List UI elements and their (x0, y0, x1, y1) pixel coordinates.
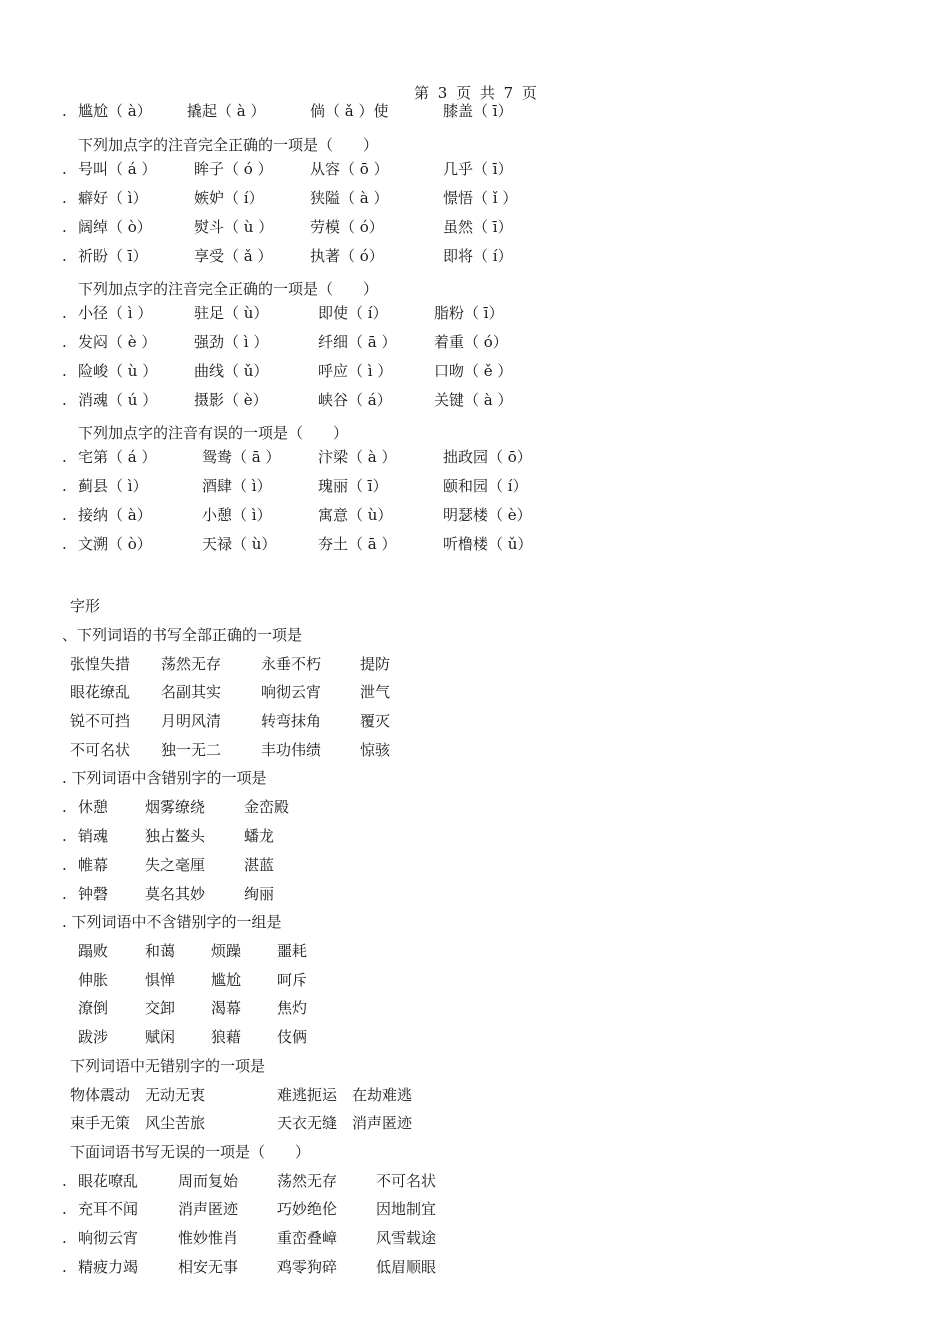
option-cell: 风雪载途 (376, 1229, 437, 1247)
option-cell: 伸胀 (78, 971, 109, 989)
option-cell: 天禄（ ù） (202, 535, 277, 553)
option-cell: 脂粉（ ī） (434, 304, 504, 322)
option-cell: 接纳（ à） (78, 506, 152, 524)
option-cell: 重峦叠嶂 (277, 1229, 338, 1247)
option-cell: 低眉顺眼 (376, 1258, 437, 1276)
option-cell: 癖好（ ì） (78, 189, 148, 207)
option-marker: . (62, 1200, 67, 1218)
option-cell: 惧惮 (145, 971, 176, 989)
option-cell: 狭隘（ à ） (310, 189, 389, 207)
option-cell: 号叫（ á ） (78, 160, 157, 178)
option-cell: 虽然（ ī） (443, 218, 513, 236)
option-cell: 小憩（ ì） (202, 506, 272, 524)
option-cell: 惟妙惟肖 (178, 1229, 239, 1247)
option-cell: 提防 (360, 655, 391, 673)
option-cell: 烦躁 (211, 942, 242, 960)
option-cell: 泄气 (360, 683, 391, 701)
option-cell: 物体震动 (70, 1086, 131, 1104)
option-marker: . (62, 798, 67, 816)
option-cell: 湛蓝 (244, 856, 275, 874)
option-cell: 汴梁（ à ） (318, 448, 397, 466)
option-cell: 焦灼 (277, 999, 308, 1017)
option-cell: 金峦殿 (244, 798, 290, 816)
option-cell: 精疲力竭 (78, 1258, 139, 1276)
option-cell: 销魂 (78, 827, 109, 845)
option-cell: 交卸 (145, 999, 176, 1017)
option-cell: 明瑟楼（ è） (443, 506, 532, 524)
option-cell: 峡谷（ á） (318, 391, 392, 409)
option-cell: 噩耗 (277, 942, 308, 960)
option-cell: 响彻云宵 (78, 1229, 139, 1247)
option-cell: 相安无事 (178, 1258, 239, 1276)
option-cell: 荡然无存 (277, 1172, 338, 1190)
option-cell: 听橹楼（ ǔ） (443, 535, 533, 553)
option-cell: 瑰丽（ ī） (318, 477, 388, 495)
option-cell: 嫉妒（ í） (194, 189, 264, 207)
option-cell: 在劫难逃 (352, 1086, 413, 1104)
option-cell: 鸡零狗碎 (277, 1258, 338, 1276)
option-cell: 执著（ ó） (310, 247, 384, 265)
option-cell: 狼藉 (211, 1028, 242, 1046)
option-cell: 消魂（ ú ） (78, 391, 158, 409)
option-cell: 几乎（ ī） (443, 160, 513, 178)
option-cell: 享受（ ǎ ） (194, 247, 273, 265)
option-cell: 祈盼（ ī） (78, 247, 148, 265)
option-marker: . (62, 247, 67, 265)
option-cell: 惊骇 (360, 741, 391, 759)
option-cell: 尴尬 (211, 971, 242, 989)
option-cell: 伎俩 (277, 1028, 308, 1046)
option-cell: 寓意（ ù） (318, 506, 393, 524)
option-cell: 钟磬 (78, 885, 109, 903)
option-cell: 尴尬（ à） (78, 102, 152, 120)
option-cell: 绚丽 (244, 885, 275, 903)
option-cell: 因地制宜 (376, 1200, 437, 1218)
option-cell: 膝盖（ ī） (443, 102, 513, 120)
option-cell: 束手无策 (70, 1114, 131, 1132)
option-cell: 熨斗（ ù ） (194, 218, 274, 236)
option-cell: 休憩 (78, 798, 109, 816)
option-cell: 蟠龙 (244, 827, 275, 845)
option-marker: . (62, 1172, 67, 1190)
option-marker: . (62, 535, 67, 553)
option-cell: 丰功伟绩 (261, 741, 322, 759)
option-cell: 风尘苦旅 (145, 1114, 206, 1132)
option-marker: . (62, 160, 67, 178)
option-cell: 蓟县（ ì） (78, 477, 148, 495)
option-cell: 失之毫厘 (145, 856, 206, 874)
option-cell: 永垂不朽 (261, 655, 322, 673)
option-cell: 难逃扼运 (277, 1086, 338, 1104)
option-cell: 眸子（ ó ） (194, 160, 273, 178)
option-cell: 无动无衷 (145, 1086, 206, 1104)
option-cell: 锐不可挡 (70, 712, 131, 730)
option-cell: 强劲（ ì ） (194, 333, 269, 351)
option-cell: 阔绰（ ò） (78, 218, 152, 236)
option-cell: 消声匿迹 (178, 1200, 239, 1218)
option-cell: 宅第（ á ） (78, 448, 157, 466)
option-cell: 驻足（ ù） (194, 304, 269, 322)
page-number: 第 3 页 共 7 页 (414, 84, 539, 102)
option-cell: 文溯（ ò） (78, 535, 152, 553)
option-cell: 不可名状 (70, 741, 131, 759)
option-cell: 着重（ ó） (434, 333, 508, 351)
option-cell: 转弯抹角 (261, 712, 322, 730)
option-cell: 鸳鸯（ ā ） (202, 448, 281, 466)
option-cell: 赋闲 (145, 1028, 176, 1046)
option-cell: 即将（ í） (443, 247, 513, 265)
option-cell: 劳模（ ó） (310, 218, 384, 236)
option-cell: 周而复始 (178, 1172, 239, 1190)
option-cell: 曲线（ ǔ） (194, 362, 269, 380)
option-cell: 呵斥 (277, 971, 308, 989)
option-cell: 酒肆（ ì） (202, 477, 272, 495)
option-cell: 莫名其妙 (145, 885, 206, 903)
option-marker: . (62, 506, 67, 524)
option-cell: 即使（ í） (318, 304, 388, 322)
option-cell: 纤细（ ā ） (318, 333, 397, 351)
option-cell: 荡然无存 (161, 655, 222, 673)
option-marker: . (62, 218, 67, 236)
option-marker: . (62, 391, 67, 409)
option-cell: 独占鳌头 (145, 827, 206, 845)
option-cell: 呼应（ ì ） (318, 362, 393, 380)
option-cell: 倘（ ǎ ）使 (310, 102, 389, 120)
option-row (0, 100, 950, 122)
option-cell: 帷幕 (78, 856, 109, 874)
option-marker: . (62, 102, 67, 120)
option-cell: 消声匿迹 (352, 1114, 413, 1132)
option-cell: 憬悟（ ǐ ） (443, 189, 518, 207)
option-marker: . (62, 827, 67, 845)
option-cell: 响彻云宵 (261, 683, 322, 701)
option-cell: 覆灭 (360, 712, 391, 730)
option-cell: 发闷（ è ） (78, 333, 157, 351)
option-marker: . (62, 304, 67, 322)
option-cell: 跋涉 (78, 1028, 109, 1046)
option-cell: 眼花嘹乱 (78, 1172, 139, 1190)
option-cell: 摄影（ è） (194, 391, 268, 409)
option-cell: 蹋败 (78, 942, 109, 960)
option-cell: 和蔼 (145, 942, 176, 960)
option-cell: 天衣无缝 (277, 1114, 338, 1132)
option-cell: 名副其实 (161, 683, 222, 701)
option-marker: . (62, 362, 67, 380)
option-cell: 关键（ à ） (434, 391, 513, 409)
option-marker: . (62, 477, 67, 495)
option-cell: 险峻（ ù ） (78, 362, 158, 380)
option-cell: 潦倒 (78, 999, 109, 1017)
option-cell: 小径（ ì ） (78, 304, 153, 322)
option-cell: 渴幕 (211, 999, 242, 1017)
option-cell: 烟雾缭绕 (145, 798, 206, 816)
option-cell: 巧妙绝伦 (277, 1200, 338, 1218)
option-cell: 眼花缭乱 (70, 683, 131, 701)
option-marker: . (62, 1258, 67, 1276)
option-cell: 撬起（ à ） (187, 102, 266, 120)
option-marker: . (62, 1229, 67, 1247)
option-cell: 拙政园（ ō） (443, 448, 532, 466)
option-cell: 夯土（ ā ） (318, 535, 397, 553)
option-cell: 月明风清 (161, 712, 222, 730)
option-marker: . (62, 856, 67, 874)
option-cell: 充耳不闻 (78, 1200, 139, 1218)
option-marker: . (62, 333, 67, 351)
option-marker: . (62, 885, 67, 903)
option-cell: 从容（ ō ） (310, 160, 389, 178)
option-cell: 颐和园（ í） (443, 477, 528, 495)
option-marker: . (62, 448, 67, 466)
option-cell: 张惶失措 (70, 655, 131, 673)
option-cell: 不可名状 (376, 1172, 437, 1190)
option-marker: . (62, 189, 67, 207)
option-cell: 口吻（ ě ） (434, 362, 513, 380)
option-cell: 独一无二 (161, 741, 222, 759)
